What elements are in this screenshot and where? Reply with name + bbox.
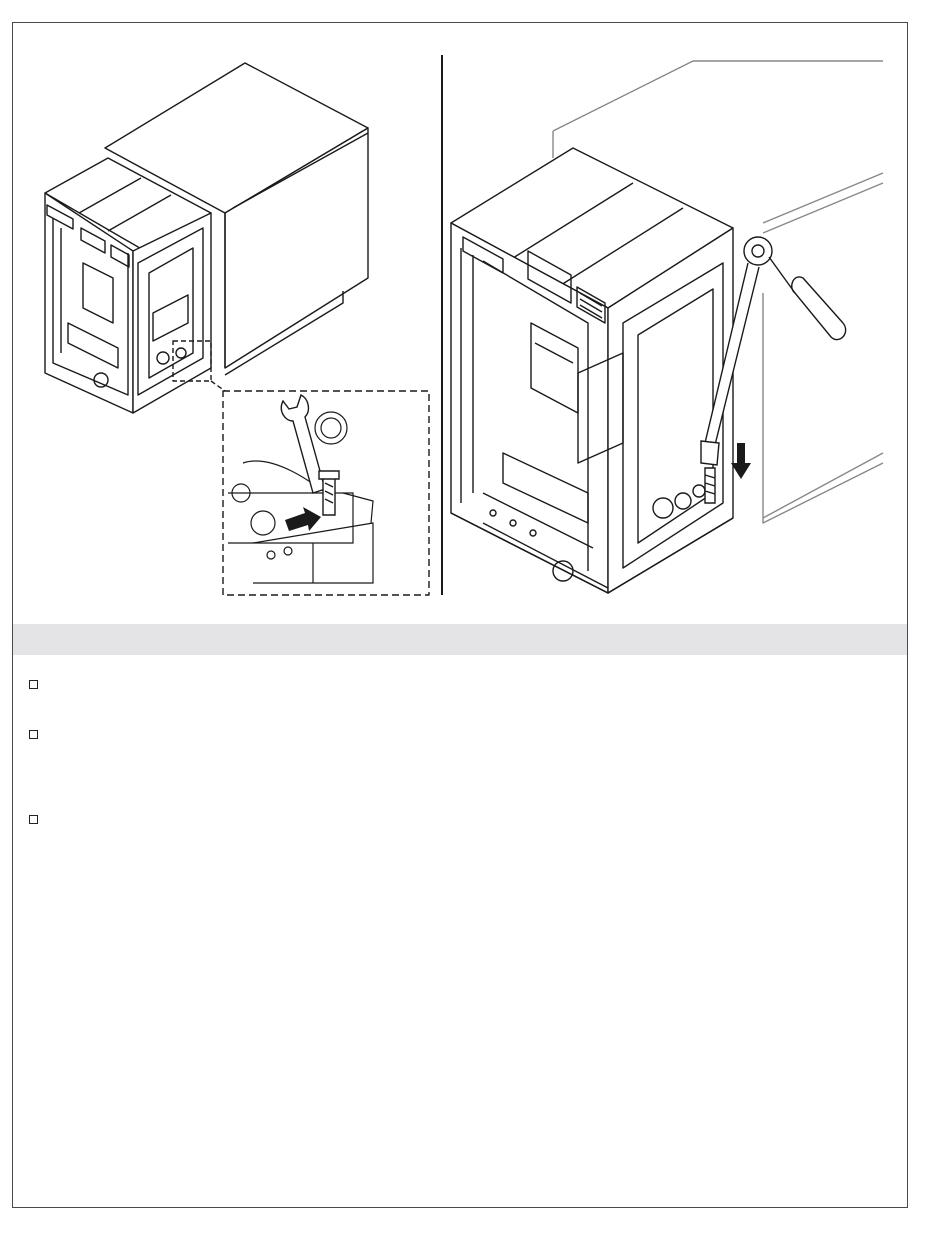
checkbox-icon[interactable] bbox=[29, 730, 38, 739]
checklist-item bbox=[29, 680, 46, 689]
checklist-item bbox=[29, 815, 46, 824]
checklist-item bbox=[29, 730, 46, 739]
down-arrow-icon bbox=[731, 443, 751, 479]
open-end-wrench-icon bbox=[281, 395, 339, 515]
checkbox-icon[interactable] bbox=[29, 815, 38, 824]
checkbox-icon[interactable] bbox=[29, 680, 38, 689]
left-unit-illustration bbox=[13, 23, 441, 623]
illustration-area bbox=[13, 23, 909, 623]
page-frame bbox=[12, 22, 908, 1208]
section-header-band bbox=[13, 624, 907, 655]
right-unit-illustration bbox=[443, 23, 909, 623]
push-arrow-icon bbox=[285, 507, 321, 531]
